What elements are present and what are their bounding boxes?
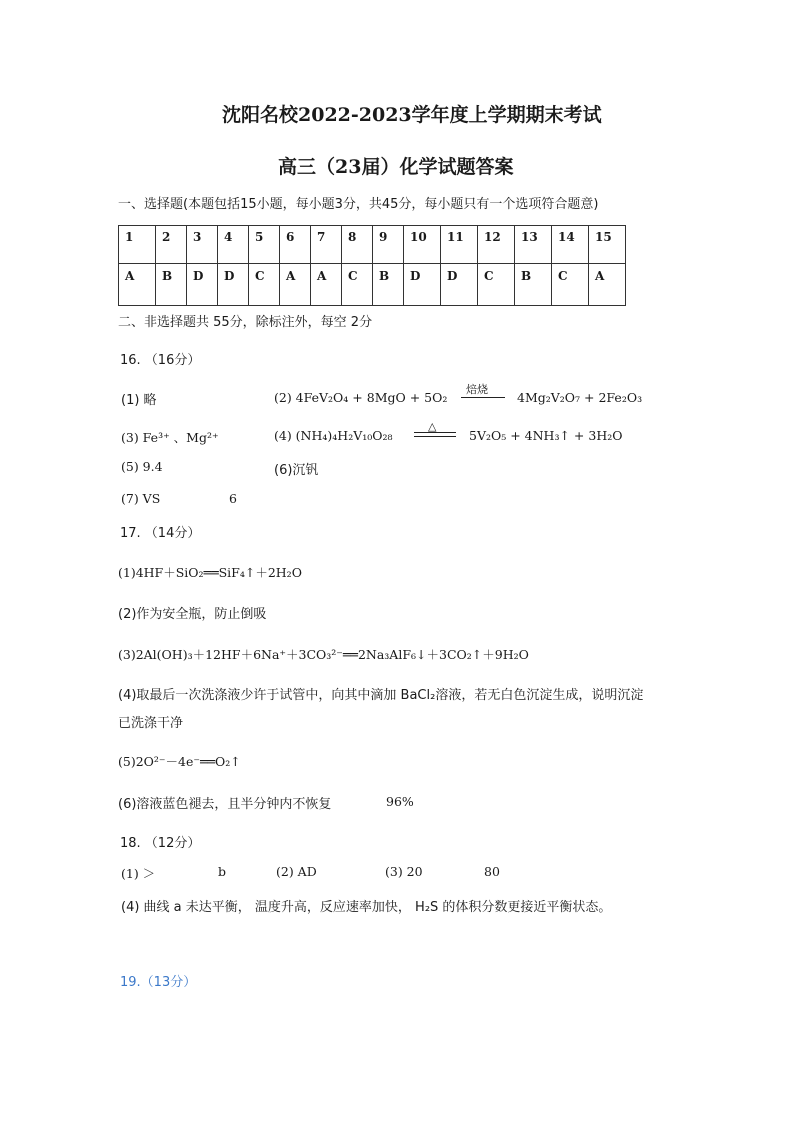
q16-title: 16. （16分）: [120, 353, 201, 368]
question-number-cell: 10: [404, 226, 441, 264]
question-number-cell: 13: [515, 226, 552, 264]
q16-part7: (7) VS: [121, 491, 161, 506]
q17-part5: (5)2O²⁻－4e⁻══O₂↑: [118, 754, 241, 769]
section1-header: 一、选择题(本题包括15小题，每小题3分，共45分，每小题只有一个选项符合题意): [118, 197, 599, 212]
q16-part2-products: 4Mg₂V₂O₇ + 2Fe₂O₃: [517, 390, 643, 405]
question-number-cell: 1: [119, 226, 156, 264]
q17-part6-value: 96%: [386, 794, 414, 809]
q17-title: 17. （14分）: [120, 526, 201, 541]
answer-cell: A: [280, 264, 311, 306]
q18-part1-b: b: [218, 864, 227, 879]
q19-title: 19.（13分）: [120, 975, 197, 990]
question-number-cell: 12: [478, 226, 515, 264]
answer-cell: C: [249, 264, 280, 306]
answer-table-answer-row: [119, 264, 626, 306]
q18-title: 18. （12分）: [120, 836, 201, 851]
q17-part6: (6)溶液蓝色褪去，且半分钟内不恢复: [118, 797, 332, 812]
answer-cell: C: [342, 264, 373, 306]
answer-cell: A: [589, 264, 626, 306]
q18-part3: (3) 20: [385, 864, 423, 879]
q16-part2-arrow: [461, 397, 505, 398]
answer-cell: B: [373, 264, 404, 306]
question-number-cell: 7: [311, 226, 342, 264]
q16-part4-products: 5V₂O₅ + 4NH₃↑ + 3H₂O: [469, 428, 623, 443]
q17-part4-line2: 已洗涤干净: [118, 716, 184, 731]
answer-cell: D: [441, 264, 478, 306]
q16-part7-value: 6: [229, 491, 237, 506]
question-number-cell: 14: [552, 226, 589, 264]
q16-part6: (6)沉钒: [274, 463, 319, 478]
answer-cell: B: [515, 264, 552, 306]
q16-part4-reactant: (4) (NH₄)₄H₂V₁₀O₂₈: [274, 428, 393, 443]
q18-part3-b: 80: [484, 864, 500, 879]
q18-part4: (4) 曲线 a 未达平衡， 温度升高，反应速率加快， H₂S 的体积分数更接近平衡状态。: [121, 900, 612, 915]
question-number-cell: 2: [156, 226, 187, 264]
answer-cell: D: [187, 264, 218, 306]
answer-cell: C: [552, 264, 589, 306]
question-number-cell: 9: [373, 226, 404, 264]
q17-part2: (2)作为安全瓶，防止倒吸: [118, 607, 267, 622]
q16-part2-reactants: (2) 4FeV₂O₄ + 8MgO + 5O₂: [274, 390, 448, 405]
question-number-cell: 4: [218, 226, 249, 264]
question-number-cell: 3: [187, 226, 218, 264]
answer-table: [118, 225, 626, 306]
question-number-cell: 8: [342, 226, 373, 264]
q17-part3: (3)2Al(OH)₃＋12HF＋6Na⁺＋3CO₃²⁻══2Na₃AlF₆↓＋3CO₂↑＋9H₂O: [118, 647, 529, 662]
q16-part4-condition: △: [428, 420, 437, 433]
q16-part1: (1) 略: [121, 393, 157, 408]
answer-cell: D: [218, 264, 249, 306]
q18-part1: (1) ＞: [121, 866, 156, 881]
document-title: 沈阳名校2022-2023学年度上学期期末考试: [222, 104, 602, 126]
question-number-cell: 6: [280, 226, 311, 264]
q16-part3: (3) Fe³⁺ 、Mg²⁺: [121, 430, 219, 445]
answer-cell: C: [478, 264, 515, 306]
answer-table-number-row: [119, 226, 626, 264]
q17-part1: (1)4HF＋SiO₂══SiF₄↑＋2H₂O: [118, 565, 302, 580]
q16-part2-condition: 焙烧: [466, 383, 488, 396]
q18-part2: (2) AD: [276, 864, 317, 879]
question-number-cell: 15: [589, 226, 626, 264]
document-subtitle: 高三（23届）化学试题答案: [278, 156, 514, 178]
answer-cell: B: [156, 264, 187, 306]
answer-cell: A: [311, 264, 342, 306]
q16-part4-equals: [414, 432, 456, 437]
answer-cell: A: [119, 264, 156, 306]
question-number-cell: 5: [249, 226, 280, 264]
section2-header: 二、非选择题共 55分，除标注外，每空 2分: [118, 315, 373, 330]
answer-cell: D: [404, 264, 441, 306]
q16-part5: (5) 9.4: [121, 459, 163, 474]
question-number-cell: 11: [441, 226, 478, 264]
q17-part4-line1: (4)取最后一次洗涤液少许于试管中，向其中滴加 BaCl₂溶液，若无白色沉淀生成，说明沉淀: [118, 688, 644, 703]
